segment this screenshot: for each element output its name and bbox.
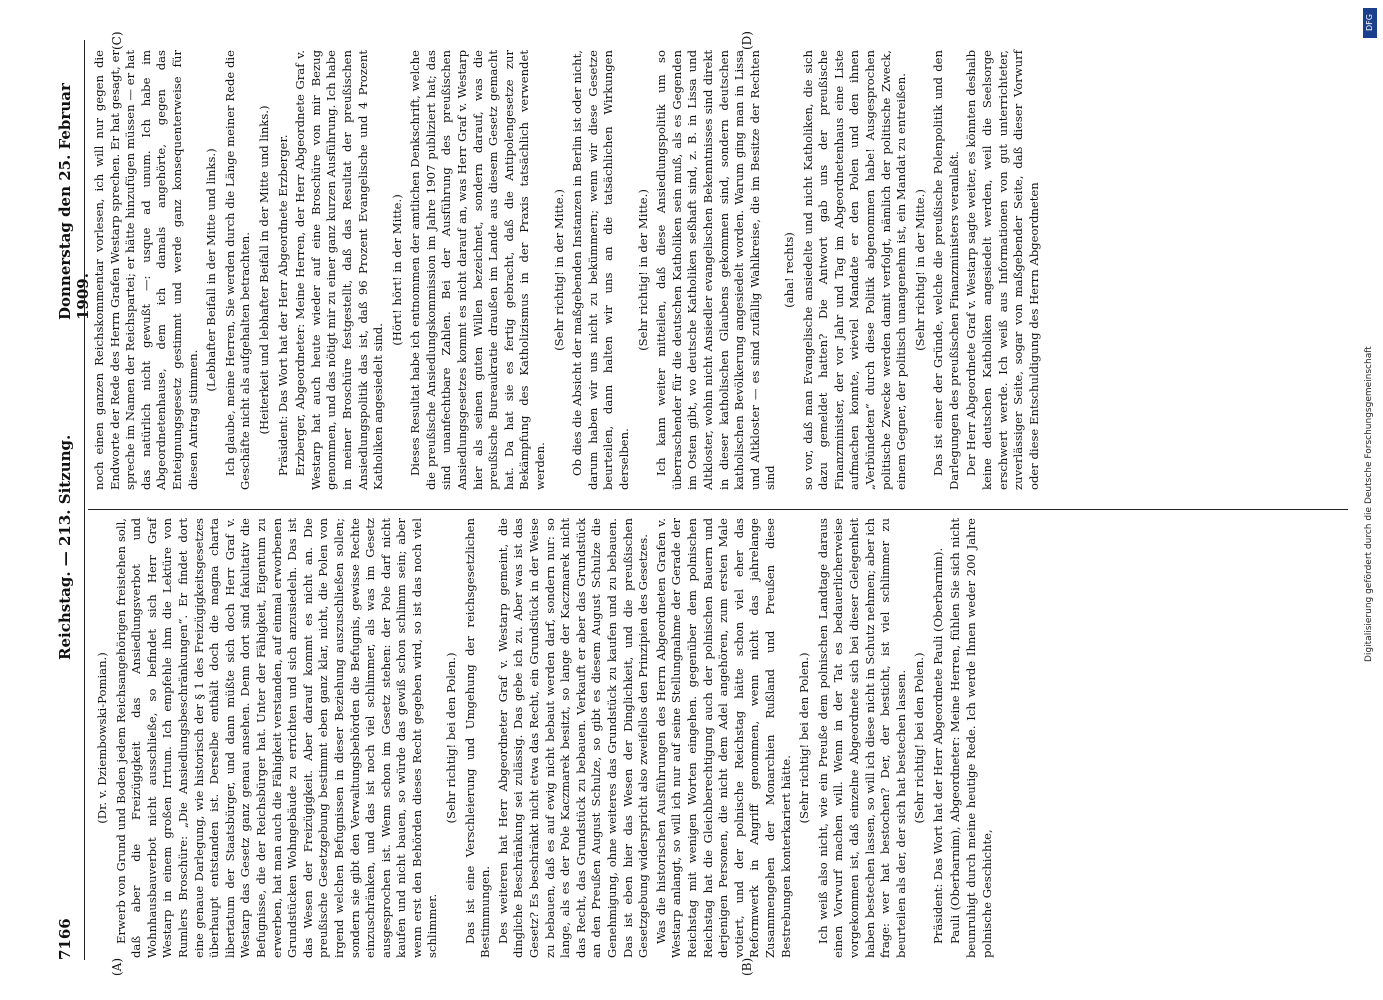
interjection: (Hört! hört! in der Mitte.) [389, 194, 404, 346]
paragraph: Erzberger, Abgeordneter: Meine Herren, der Herr Abgeordnete Graf v. Westarp hat auch heute wieder auf eine Broschüre von mir Bezug genommen, und das nötigt mir zu einer ganz kurzen Ausführung. Ich habe in meiner Broschüre festgestellt, daß das Resultat der preußischen Ansiedlungspolitik das ist, daß 96 Prozent Evangelische und 4 Prozent Katholiken angesiedelt sind. [293, 50, 386, 490]
interjection: (aha! rechts) [781, 232, 796, 308]
paragraph: Dieses Resultat habe ich entnommen der amtlichen Denkschrift, welche die preußische Ansiedlungskommission im Jahre 1907 publiziert hat; das sind unanfechtbare Zahlen. Bei der Ausführung des preußischen Ansiedlungsgesetzes kommt es nicht darauf an, was Herr Graf v. Westarp hier als seinen guten Willen bezeichnet, sondern darauf, was die preußische Bureaukratie draußen im Lande aus diesem Gesetz gemacht hat. Da hat sie es fertig gebracht, daß die Antipolengesetze zur Bekämpfung des Katholizismus in der Praxis tatsächlich verwendet werden. [408, 50, 548, 490]
dfg-logo: DFG [1363, 8, 1377, 38]
header-left-title: Reichstag. — 213. Sitzung. [56, 434, 74, 660]
interjection: (Sehr richtig! in der Mitte.) [551, 189, 566, 351]
interjection: (Sehr richtig! bei den Polen.) [797, 652, 812, 824]
rotated-page-content [40, 20, 1370, 980]
interjection: (Sehr richtig! bei den Polen.) [912, 652, 927, 824]
margin-mark-b: (B) [740, 957, 754, 976]
page-header [56, 40, 92, 960]
president-remark: Präsident: Das Wort hat der Herr Abgeordnete Erzberger. [275, 134, 290, 476]
margin-mark-d: (D) [740, 31, 754, 50]
right-column [92, 50, 1044, 490]
paragraph: Das ist einer der Gründe, welche die preußische Polenpolitik und den Darlegungen des preußischen Finanzministers veranlaßt. [931, 50, 961, 490]
paragraph: so vor, daß man Evangelische ansiedelte und nicht Katholiken, die sich dazu gemeldet hatten? Die Antwort gab uns der preußische Finanzminister, der vor Jahr und Tag im Abgeordnetenhaus eine Liste aufmachen konnte, wieviel Mandate er den Polen und den ihnen „Verbündeten“ durch diese Politik abgenommen habe! Ausgesprochen politische Zwecke werden damit verfolgt, nämlich der politische Zweck, einem Gegner, der politisch unangenehm ist, ein Mandat zu entreißen. [800, 50, 909, 490]
interjection: (Heiterkeit und lebhafter Beifall in der Mitte und links.) [256, 105, 271, 435]
paragraph: Ich weiß also nicht, wie ein Preuße dem polnischen Landtage daraus einen Vorwurf machen will. Wenn in der Tat es bedauerlicherweise vorgekommen ist, daß einzelne Abgeordnete sich bei dieser Gelegenheit haben bestechen lassen, so will ich diese nicht in Schutz nehmen; aber ich frage: wer hat bestochen? Der, der besticht, ist viel schlimmer zu beurteilen als der, der sich hat bestechen lassen. [815, 518, 908, 958]
paragraph: Das ist eine Verschleierung und Umgehung der reichsgesetzlichen Bestimmungen. [462, 518, 493, 958]
header-rule [84, 40, 85, 960]
page-number: 7166 [56, 918, 74, 960]
paragraph: Der Herr Abgeordnete Graf v. Westarp sagte weiter, es könnten deshalb keine deutschen Katholiken angesiedelt werden, weil die Seelsorge erschwert werde. Ich weiß aus Informationen von gut unterrichteter, zuverlässiger Seite, sogar von maßgebender Seite, daß dieser Vorwurf oder diese Entschuldigung des Herrn Abgeordneten [964, 50, 1041, 490]
margin-mark-a: (A) [110, 957, 124, 976]
paragraph: Erwerb von Grund und Boden jedem Reichsangehörigen freistehen soll, daß aber die Freizügigkeit das Ansiedlungsverbot und Wohnhausbauverbot nicht ausschließe, so befindet sich Herr Graf Westarp in einem großen Irrtum. Ich empfehle ihm die Lektüre von Rumlers Broschüre: „Die Ansiedlungsbeschränkungen“. Er findet dort eine genaue Darlegung, wie historisch der § 1 des Freizügigkeitsgesetzes überhaupt entstanden ist. Derselbe enthält doch die magna charta libertatum der Staatsbürger, und dann müßte sich doch Herr Graf v. Westarp das Gesetz ganz genau ansehen. Denn dort sind fakultativ die Befugnisse, die der Reichsbürger hat. Unter der Fähigkeit, Eigentum zu erwerben, hat man auch die Fähigkeit verstanden, auf einmal erworbenen Grundstücken Wohngebäude zu errichten und sich anzusiedeln. Das ist das Wesen der Freizügigkeit. Aber darauf kommt es nicht an. Die preußische Gesetzgebung bestimmt eben ganz klar, nicht, die Polen von irgend welchen Befugnissen in dieser Beziehung auszuschließen sollen; sondern sie gibt den Verwaltungsbehörden die Befugnis, gewisse Rechte einzuschränken, und das ist noch viel schlimmer, als was im Gesetz ausgesprochen ist. Wenn schon im Gesetz stehen: der Pole darf nicht kaufen und nicht bauen, so würde das gewiß schon schlimm sein; aber wenn erst den Behörden dieses Recht gegeben wird, so ist das noch viel schlimmer. [113, 518, 440, 958]
paragraph: Ich kann weiter mitteilen, daß diese Ansiedlungspolitik um so überraschender für die deutschen Katholiken sein muß, als es Gegenden im Osten gibt, wo deutsche Katholiken seßhaft sind, z. B. in Lissa und Altkloster, wohin nicht Ansiedler evangelischen Bekenntnisses sind direkt in dieser katholischen Glaubens gekommen sind, sondern deutschen katholischen Bevölkerung angesiedelt worden. Warum ging man in Lissa und Altkloster — es sind zufällig Wahlkreise, die im Besitze der Rechten sind [654, 50, 778, 490]
header-right-title: Donnerstag den 25. Februar 1909. [56, 83, 92, 320]
interjection: (Sehr richtig! in der Mitte.) [912, 189, 927, 351]
left-column [92, 518, 997, 958]
paragraph: Was die historischen Ausführungen des Herrn Abgeordneten Grafen v. Westarp anlangt, so will ich nur auf seine Stellungnahme der Gerade der Reichstag mit wenigen Worten eingehen. gegenüber dem polnischen Reichstag hat die Gleichberechtigung auch der polnischen Bauern und derjenigen Personen, die nicht dem Adel angehören, zum ersten Male votiert, und der polnische Reichstag hätte schon viel eher das Reformwerk in Angriff genommen, wenn nicht das jahrelange Zusammengehen der Monarchien Rußland und Preußen diese Bestrebungen konterkariert hätte. [653, 518, 793, 958]
column-divider [88, 509, 1348, 510]
margin-mark-c: (C) [110, 31, 124, 50]
digitization-credit: Digitalisierung gefördert durch die Deutsche Forschungsgemeinschaft [1364, 346, 1374, 662]
paragraph: Ich glaube, meine Herren, Sie werden durch die Länge meiner Rede die Geschäfte nicht als aufgehalten betrachten. [222, 50, 253, 490]
paragraph: Des weiteren hat Herr Abgeordneter Graf v. Westarp gemeint, die dingliche Beschränkung sei zulässig. Das gebe ich zu. Aber was ist das Gesetz? Es beschränkt nicht etwa das Recht, ein Grundstück in der Weise zu bebauen, daß es auf ewig nicht bebaut werden darf, sondern nur: so lange, als es der Pole Kaczmarek besitzt, so lange der Kaczmarek nicht das Recht, das Grundstück zu bebauen. Verkauft er aber das Grundstück an den Preußen August Schulze, so gibt es diesem August Schulze die Genehmigung, ohne weiteres das Grundstück zu kaufen und zu bebauen. Das ist eben hier das Wesen der Dinglichkeit, und die preußischen Gesetzgebung widerspricht also zweifellos den Prinzipien des Gesetzes. [495, 518, 651, 958]
paragraph: Ob dies die Absicht der maßgebenden Instanzen in Berlin ist oder nicht, darum haben wir uns nicht zu bekümmern; wenn wir diese Gesetze beurteilen, dann halten wir uns an die tatsächlichen Wirkungen derselben. [570, 50, 631, 490]
interjection: (Sehr richtig! bei den Polen.) [444, 652, 459, 824]
interjection: (Sehr richtig! in der Mitte.) [635, 189, 650, 351]
paragraph: Pauli (Oberbarnim), Abgeordneter: Meine Herren, fühlen Sie sich nicht beunruhigt durch meine heutige Rede. Ich werde Ihnen weder 200 Jahre polnische Geschichte, [948, 518, 994, 958]
paragraph: noch einen ganzen Reichskommentar vorlesen, ich will nur gegen die Endworte der Rede des Herrn Grafen Westarp sprechen. Er hat gesagt, er spreche im Namen der Reichspartei; er hätte hinzufügen müssen — er hat das natürlich nicht gewußt —: usque ad unum. Ich habe im Abgeordnetenhause, dem ich damals angehörte, gegen das Enteignungsgesetz gestimmt und werde ganz konsequenterweise für diesen Antrag stimmen. [92, 50, 200, 490]
interjection: (Lebhafter Beifall in der Mitte und links.) [204, 148, 219, 392]
speaker-running-head: (Dr. v. Dziembowski-Pomian.) [95, 652, 109, 824]
president-remark: Präsident: Das Wort hat der Herr Abgeordnete Pauli (Oberbarnim). [930, 547, 945, 944]
